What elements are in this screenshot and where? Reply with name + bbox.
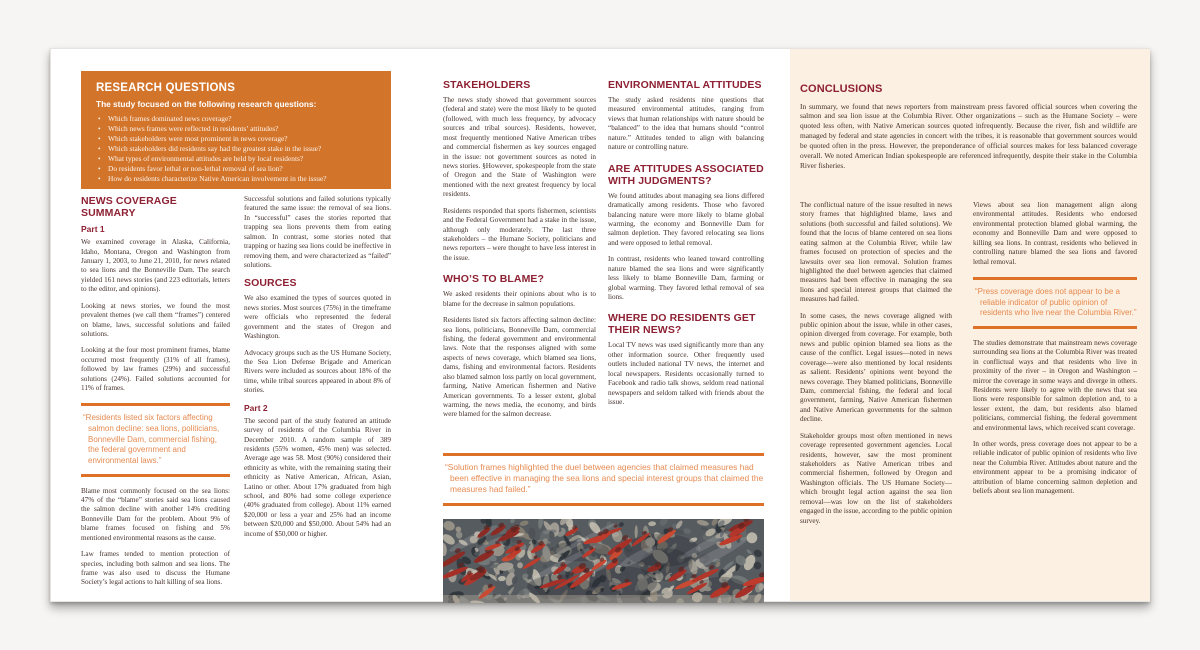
press-pull-quote: “Press coverage does not appear to be a reliable indicator of public opinion of residents who live near the Columbia River.” bbox=[975, 286, 1137, 318]
body-paragraph: We found attitudes about managing sea lions differed dramatically among residents. Those who favored balancing nature were more likely to blame global warming, the economy and Bonneville Dam for salmon depletion. They favored relocating sea lions and were opposed to lethal removal. bbox=[608, 191, 764, 247]
stakeholders-title: STAKEHOLDERS bbox=[443, 79, 531, 91]
body-paragraph: Blame most commonly focused on the sea lions: 47% of the “blame” stories said sea lions caused the salmon decline with another 14% crediting Bonneville Dam for the problem. About 9% of blame frames focused on fishing and 5% mentioned environmental reasons as the cause. bbox=[81, 486, 230, 542]
whos-to-blame-title: WHO’S TO BLAME? bbox=[443, 273, 545, 286]
body-paragraph: Successful solutions and failed solutions typically featured the same issue: the removal of sea lions. In “successful” cases the stories reported that trapping sea lions prevents them from eating salmon. In contrast, some stories noted that trapping or hazing sea lions could be ineffective in removing them, and were characterized as “failed” solutions. bbox=[244, 195, 391, 269]
body-paragraph: Views about sea lion management align along environmental attitudes. Residents who endorsed environmental protection blamed global warming, the economy and Bonneville Dam and were opposed to killing sea lions. In contrast, residents who believed in controlling nature blamed the sea lions and favored lethal removal. bbox=[973, 201, 1137, 266]
research-question-item: • Do residents favor lethal or non-lethal removal of sea lion? bbox=[96, 164, 376, 174]
environmental-attitudes-title: ENVIRONMENTAL ATTITUDES bbox=[608, 79, 762, 91]
section-news-coverage-summary bbox=[81, 195, 230, 595]
body-paragraph: We also examined the types of sources quoted in news stories. Most sources (75%) in the timeframe were officials who represented the federal government and the states of Oregon and Washington. bbox=[244, 294, 391, 341]
body-paragraph: The news study showed that government sources (federal and state) were the most likely to be quoted (followed, with much less frequency, by advocacy sources and tribal sources). Residents, however, most frequently mentioned Native American tribes and commercial fishermen as key sources engaged in the issue: not government sources as noted in news stories. §However, spokespeople from the state of Oregon and the State of Washington were mentioned with the next greatest frequency by local residents. bbox=[443, 96, 596, 199]
body-paragraph: In contrast, residents who leaned toward controlling nature blamed the sea lions and were significantly less likely to blame Bonneville Dam, farming or global warming. They favored lethal removal of sea lions. bbox=[608, 255, 764, 301]
research-question-item: • How do residents characterize Native American involvement in the issue? bbox=[96, 174, 376, 184]
body-paragraph: Stakeholder groups most often mentioned in news coverage represented government agencies. Local residents, however, saw the most prominent stakeholders as Native American tribes and commercial fishermen, followed by Oregon and Washington officials. The US Humane Society—which brought legal action against the sea lion removal—was low on the list of stakeholders engaged in the issue, according to the public opinion survey. bbox=[800, 431, 952, 525]
body-paragraph: The conflictual nature of the issue resulted in news story frames that highlighted blame, laws and solutions (both successful and failed solutions). We found that the locus of blame centered on sea lions eating salmon at the Columbia River, while law frames focused on protection of species and the lawsuits over sea lion removal. Solution frames highlighted the duel between agencies that claimed measures had been effective in managing the sea lions and special interest groups that claimed the measures had failed. bbox=[800, 201, 952, 304]
pull-quote-rule bbox=[443, 453, 764, 456]
body-paragraph: In some cases, the news coverage aligned with public opinion about the issue, while in other cases, opinion diverged from coverage. For example, both news and public opinion blamed sea lions as the cause of the conflict. Legal issues—noted in news coverage—were also mentioned by local residents as salient. Residents’ opinions went beyond the news coverage. They blamed politicians, Bonneville Dam, commercial fishing, the federal and local government, farming, Native American fishermen and Native American governments for the salmon decline. bbox=[800, 311, 952, 424]
report-spread bbox=[50, 48, 1150, 602]
body-paragraph: The studies demonstrate that mainstream news coverage surrounding sea lions at the Columbia River was treated in conflictual ways and that residents who live in proximity of the river – in Oregon and Washington – mirror the coverage in some ways and diverge in others. Residents were likely to agree with the news that sea lions were responsible for salmon depletion and, to a lesser extent, the dam, but residents also blamed politicians, commercial fishing, the federal government and environmental laws, which received scant coverage. bbox=[973, 338, 1137, 432]
section-environmental-attitudes bbox=[608, 79, 764, 414]
research-questions-intro: The study focused on the following research questions: bbox=[96, 99, 317, 109]
conclusions-column-2 bbox=[973, 201, 1137, 504]
part1-label: Part 1 bbox=[81, 224, 105, 235]
research-question-item: • Which frames dominated news coverage? bbox=[96, 114, 376, 124]
pull-quote: “Residents listed six factors affecting salmon decline: sea lions, politicians, Bonneville Dam, commercial fishing, the federal government and environmental laws.” bbox=[83, 413, 220, 465]
pull-quote-rule bbox=[81, 474, 230, 477]
body-paragraph: Looking at the four most prominent frames, blame occurred most frequently (31% of all frames), followed by law frames (29%) and successful solutions (24%). Failed solutions accounted for 11% of frames. bbox=[81, 346, 230, 393]
section-stakeholders bbox=[443, 79, 596, 427]
news-coverage-summary-title: NEWS COVERAGE SUMMARY bbox=[81, 195, 177, 220]
body-paragraph: We examined coverage in Alaska, California, Idaho, Montana, Oregon and Washington from January 1, 2003, to June 21, 2010, for news related to sea lions and the Bonneville Dam. The search yielded 161 news stories (and 223 editorials, letters to the editor, and opinions). bbox=[81, 238, 230, 294]
where-news-title: WHERE DO RESIDENTS GET THEIR NEWS? bbox=[608, 312, 756, 337]
research-question-item: • Which stakeholders did residents say had the greatest stake in the issue? bbox=[96, 144, 376, 154]
research-question-item: • Which stakeholders were most prominent in news coverage? bbox=[96, 134, 376, 144]
pull-quote-block bbox=[81, 403, 230, 476]
body-paragraph: Advocacy groups such as the US Humane Society, the Sea Lion Defense Brigade and American Rivers were included as sources about 18% of the time, while tribal sources appeared in about 8% of stories. bbox=[244, 348, 391, 395]
body-paragraph: Looking at news stories, we found the most prevalent themes (we call them “frames”) centered on blame, laws, successful solutions and failed solutions. bbox=[81, 301, 230, 338]
body-paragraph: We asked residents their opinions about who is to blame for the decrease in salmon populations. bbox=[443, 290, 596, 308]
conclusions-column-1 bbox=[800, 201, 952, 533]
solution-pull-quote-block bbox=[443, 453, 764, 506]
research-questions-list bbox=[96, 114, 376, 184]
body-paragraph: The study asked residents nine questions that measured environmental attitudes, ranging from views that human relationships with nature should be “balanced” to the idea that humans should “control nature.” Attitudes tended to align with balancing nature or controlling nature. bbox=[608, 96, 764, 152]
attitudes-judgments-title: ARE ATTITUDES ASSOCIATED WITH JUDGMENTS? bbox=[608, 162, 764, 187]
body-paragraph: The second part of the study featured an attitude survey of residents of the Columbia River in December 2010. A random sample of 389 residents (55% women, 45% men) was selected. Average age was 58. Most (90%) considered their ethnicity as white, with the remaining stating their ethnicity as Native American, African, Asian, Latino or other. About 17% graduated from high school, and 80% had some college experience (40% graduated from college). About 11% earned $20,000 or less a year and 25% had an income between $20,000 and $50,000. About 54% had an income of $50,000 or higher. bbox=[244, 416, 391, 538]
section-conclusions bbox=[800, 83, 1137, 178]
sources-title: SOURCES bbox=[244, 277, 297, 290]
salmon-photo-svg bbox=[443, 519, 764, 603]
body-paragraph: Residents listed six factors affecting salmon decline: sea lions, politicians, Bonneville Dam, commercial fishing, the federal government and environmental laws. Note that the responses aligned with some aspects of news coverage, which blamed sea lions, dams, fishing and environmental factors. Residents also blamed salmon loss partly on local government, farming, Native American fishermen and Native American governments. To a lesser extent, global warming, the news media, the economy, and birds were blamed for the salmon decrease. bbox=[443, 316, 596, 419]
pull-quote-rule bbox=[81, 403, 230, 406]
press-pull-quote-block bbox=[973, 277, 1137, 329]
pull-quote-rule bbox=[443, 503, 764, 506]
part2-label: Part 2 bbox=[244, 402, 268, 413]
research-question-item: • Which news frames were reflected in residents’ attitudes? bbox=[96, 124, 376, 134]
conclusions-intro: In summary, we found that news reporters from mainstream press favored official sources when covering the salmon and sea lion issue at the Columbia River. Other organizations – such as the Humane Society – were quoted less often, with Native American sources quoted infrequently. Because the river, fish and wildlife are managed by federal and state agencies in concert with the tribes, it is reasonable that government sources would be quoted often in the press. However, the preponderance of official sources makes for less balanced coverage overall. We noted American Indian spokespeople are referenced infrequently, despite their stake in the Columbia River fisheries. bbox=[800, 101, 1137, 170]
conclusions-title: CONCLUSIONS bbox=[800, 83, 883, 95]
salmon-photo bbox=[443, 519, 764, 603]
section-sources bbox=[244, 195, 391, 546]
research-questions-title: RESEARCH QUESTIONS bbox=[96, 82, 236, 94]
pull-quote-rule bbox=[973, 277, 1137, 280]
body-paragraph: In other words, press coverage does not appear to be a reliable indicator of public opinion of residents who live near the Columbia River. Attitudes about nature and the environment appear to be a promising indicator of attribution of blame concerning salmon depletion and beliefs about sea lion management. bbox=[973, 440, 1137, 496]
body-paragraph: Law frames tended to mention protection of species, including both salmon and sea lions. The frame was also used to discuss the Humane Society’s legal actions to halt killing of sea lions. bbox=[81, 550, 230, 587]
solution-pull-quote: “Solution frames highlighted the duel between agencies that claimed measures had been effective in managing the sea lions and special interest groups that claimed the measures had failed.” bbox=[445, 462, 764, 495]
pull-quote-rule bbox=[973, 326, 1137, 329]
body-paragraph: Local TV news was used significantly more than any other information source. Other frequently used outlets included national TV news, the internet and local newspapers. Residents occasionally turned to Facebook and radio talk shows, seldom read national newspapers and seldom talked with friends about the issue. bbox=[608, 341, 764, 407]
body-paragraph: Residents responded that sports fishermen, scientists and the Federal Government had a stake in the issue, although only moderately. The last three stakeholders – the Humane Society, politicians and news reporters – were thought to have less interest in the issue. bbox=[443, 206, 596, 262]
research-question-item: • What types of environmental attitudes are held by local residents? bbox=[96, 154, 376, 164]
research-questions-panel bbox=[81, 71, 391, 189]
